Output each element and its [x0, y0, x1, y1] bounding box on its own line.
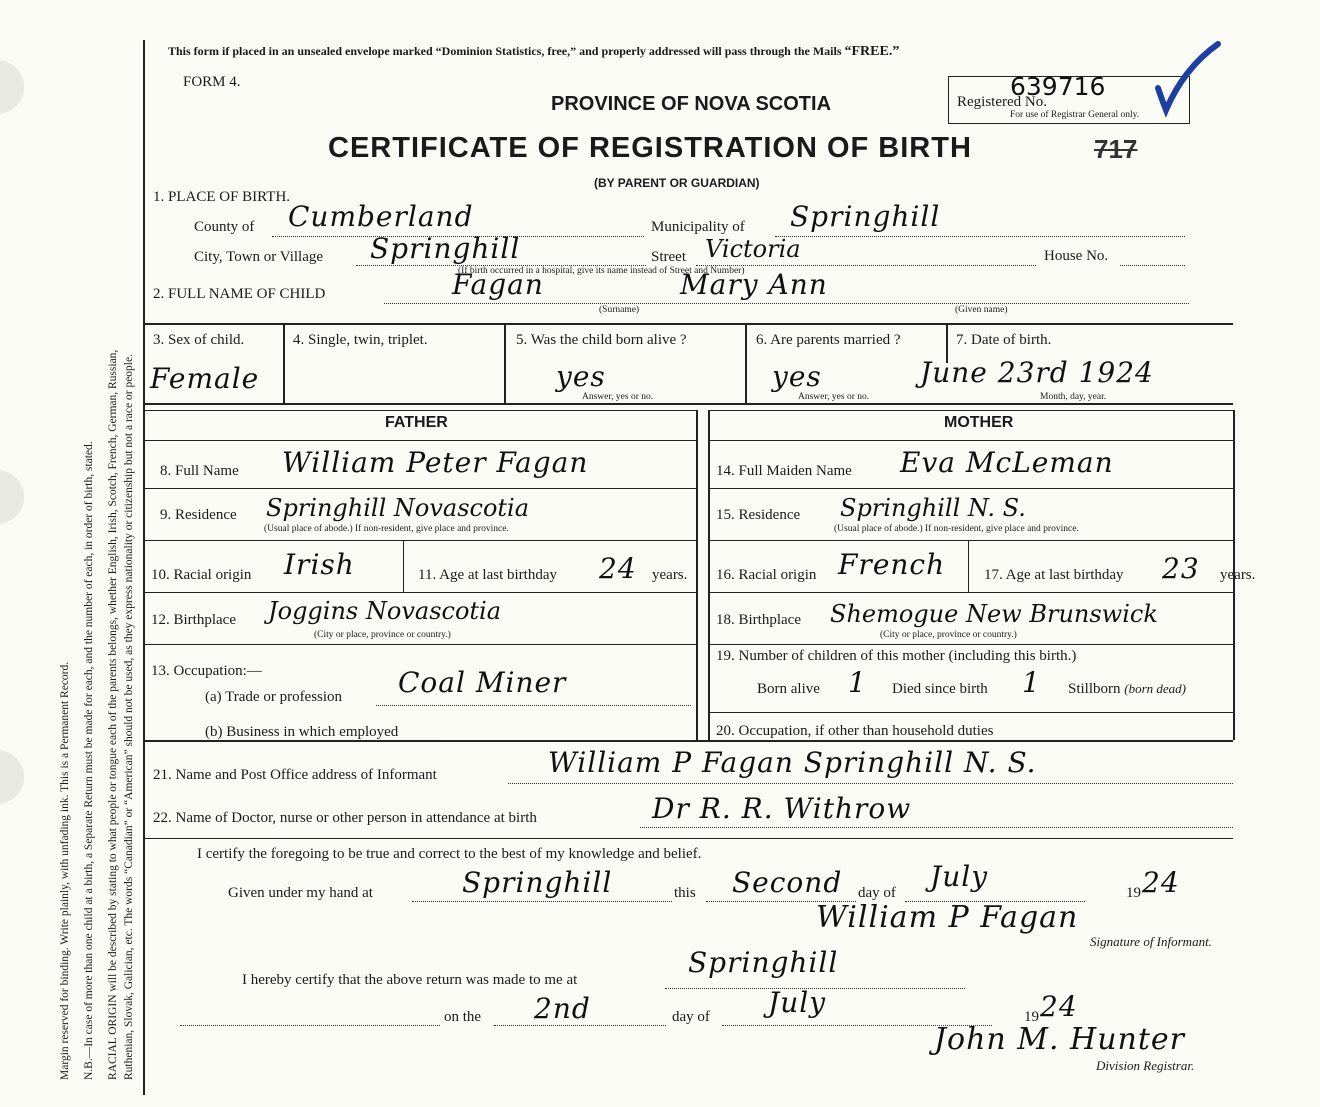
father-name-label: 8. Full Name	[160, 463, 239, 479]
surname-note: (Surname)	[599, 305, 640, 315]
return-place-value: Springhill	[688, 946, 839, 979]
parents-married-label: 6. Are parents married ?	[756, 332, 901, 348]
certificate-subtitle: (BY PARENT OR GUARDIAN)	[594, 176, 760, 190]
mother-residence-label: 15. Residence	[716, 507, 801, 523]
mother-occupation-label: 20. Occupation, if other than household duties	[716, 723, 994, 739]
parents-married-value: yes	[772, 360, 822, 393]
mother-race-label: 16. Racial origin	[716, 567, 817, 583]
municipality-underline	[775, 236, 1185, 237]
father-birthplace-note: (City or place, province or country.)	[314, 630, 451, 640]
informant-underline	[508, 783, 1233, 784]
given-day-value: Second	[732, 866, 843, 899]
given-place-underline	[412, 901, 672, 902]
rule-m-row4	[708, 644, 1235, 645]
died-since-birth-label: Died since birth	[892, 681, 988, 697]
informant-value: William P Fagan Springhill N. S.	[548, 746, 1037, 779]
registrar-general-note: For use of Registrar General only.	[1010, 110, 1140, 120]
house-number-underline	[1120, 265, 1185, 266]
mother-name-label: 14. Full Maiden Name	[716, 463, 852, 479]
father-heading: FATHER	[385, 414, 448, 431]
doctor-value: Dr R. R. Withrow	[652, 792, 912, 825]
municipality-label: Municipality of	[651, 219, 745, 235]
plurality-label: 4. Single, twin, triplet.	[293, 332, 428, 348]
mother-age-label: 17. Age at last birthday	[984, 567, 1124, 583]
child-name-underline	[384, 303, 1189, 304]
father-birthplace-label: 12. Birthplace	[151, 612, 236, 628]
rule-f-race-split	[403, 540, 404, 592]
rule-f-row4	[143, 644, 698, 645]
trade-label: (a) Trade or profession	[205, 689, 343, 705]
registered-label: Registered No.	[957, 94, 1047, 110]
mother-name-value: Eva McLeman	[900, 446, 1114, 479]
return-month-value: July	[768, 986, 827, 1019]
child-given-name: Mary Ann	[680, 268, 828, 301]
rule-m-row1	[708, 488, 1235, 489]
occupation-label: 13. Occupation:—	[151, 663, 262, 679]
given-year-prefix: 19	[1126, 885, 1141, 901]
died-since-birth-value: 1	[1022, 666, 1041, 699]
place-of-birth-label: 1. PLACE OF BIRTH.	[153, 189, 291, 205]
rule-father-box-left	[143, 410, 145, 740]
house-number-label: House No.	[1044, 248, 1109, 264]
on-the-label: on the	[444, 1009, 482, 1025]
punch-hole-bottom	[0, 750, 24, 804]
rule-m-row3	[708, 592, 1235, 593]
rule-f-row3	[143, 592, 698, 593]
rule-mother-top	[708, 410, 1235, 411]
born-alive-count-value: 1	[848, 666, 867, 699]
stillborn-note: (born dead)	[1124, 681, 1187, 696]
rule-row3-top	[143, 323, 1233, 325]
father-name-value: William Peter Fagan	[282, 446, 589, 479]
born-alive-value: yes	[556, 360, 606, 393]
rule-m-race-split	[968, 540, 969, 592]
mother-heading: MOTHER	[944, 414, 1014, 431]
business-label: (b) Business in which employed	[205, 724, 399, 740]
mother-residence-note: (Usual place of abode.) If non-resident, give place and province.	[834, 524, 1079, 534]
father-race-label: 10. Racial origin	[151, 567, 252, 583]
rule-parents-divider-b	[708, 410, 710, 740]
street-underline	[696, 265, 1036, 266]
return-day-underline	[494, 1025, 666, 1026]
return-year-value: 24	[1040, 990, 1078, 1023]
children-count-label: 19. Number of children of this mother (including this birth.)	[716, 648, 1077, 664]
certificate-title: CERTIFICATE OF REGISTRATION OF BIRTH	[328, 132, 972, 164]
mother-race-value: French	[838, 548, 946, 581]
return-year-prefix: 19	[1024, 1009, 1039, 1025]
rule-heading-bottom-m	[708, 440, 1235, 441]
rule-row3-col2	[504, 323, 506, 403]
given-year-value: 24	[1142, 866, 1180, 899]
rule-row3-col3	[745, 323, 747, 403]
title-suffix-struck: 717	[1094, 134, 1138, 164]
rule-row3-col1	[283, 323, 285, 403]
mail-notice-text: This form if placed in an unsealed envelope marked “Dominion Statistics, free,” and properly addressed will pass through the Mails	[168, 44, 842, 58]
born-alive-count-label: Born alive	[757, 681, 820, 697]
margin-racial-origin-note-2: Ruthenian, Slovak, Galician, etc. The words “Canadian” or “American” should not be used, as they express nationality or citizenship but not a race or people.	[123, 354, 135, 1080]
street-label: Street	[651, 249, 686, 265]
mother-birthplace-label: 18. Birthplace	[716, 612, 801, 628]
date-of-birth-value: June 23rd 1924	[920, 356, 1154, 389]
mother-residence-value: Springhill N. S.	[840, 494, 1026, 522]
rule-m-row5	[708, 712, 1235, 713]
father-age-years: years.	[652, 567, 688, 583]
sex-value: Female	[150, 362, 260, 395]
division-registrar-label: Division Registrar.	[1096, 1058, 1195, 1073]
punch-hole-middle	[0, 470, 24, 524]
punch-hole-top	[0, 60, 24, 114]
mail-notice-free: “FREE.”	[844, 44, 900, 59]
given-place-value: Springhill	[462, 866, 613, 899]
father-residence-label: 9. Residence	[160, 507, 237, 523]
hospital-note: (If birth occurred in a hospital, give its name instead of Street and Number)	[458, 266, 745, 276]
doctor-label: 22. Name of Doctor, nurse or other person in attendance at birth	[153, 810, 537, 826]
rule-certify-top	[143, 838, 1233, 839]
rule-parents-top	[143, 403, 1233, 405]
parents-married-note: Answer, yes or no.	[798, 392, 870, 402]
rule-f-row2	[143, 540, 698, 541]
father-age-value: 24	[599, 552, 637, 585]
mail-notice	[168, 44, 899, 60]
father-age-label: 11. Age at last birthday	[418, 567, 557, 583]
child-surname: Fagan	[452, 268, 544, 301]
certify-statement: I certify the foregoing to be true and correct to the best of my knowledge and belief.	[197, 846, 702, 862]
trade-value: Coal Miner	[398, 666, 567, 699]
date-of-birth-label: 7. Date of birth.	[956, 332, 1052, 348]
day-of-label: day of	[858, 885, 896, 901]
rule-heading-bottom-f	[143, 440, 698, 441]
margin-binding-note: Margin reserved for binding. Write plainly, with unfading ink. This is a Permanent Record.	[59, 661, 71, 1080]
check-mark-icon	[1150, 38, 1230, 118]
date-of-birth-note: Month, day, year.	[1040, 392, 1107, 402]
father-birthplace-value: Joggins Novascotia	[268, 597, 502, 625]
signature-informant-label: Signature of Informant.	[1090, 934, 1212, 949]
left-blank-underline	[180, 1025, 440, 1026]
born-alive-label: 5. Was the child born alive ?	[516, 332, 687, 348]
rule-f-row1	[143, 488, 698, 489]
father-race-value: Irish	[284, 548, 355, 581]
given-name-note: (Given name)	[955, 305, 1008, 315]
rule-m-row2	[708, 540, 1235, 541]
rule-father-top	[143, 410, 698, 411]
business-underline	[440, 740, 691, 741]
county-label: County of	[194, 219, 255, 235]
mother-birthplace-value: Shemogue New Brunswick	[830, 600, 1158, 628]
hereby-certify-label: I hereby certify that the above return was made to me at	[242, 972, 578, 988]
form-number: FORM 4.	[183, 74, 241, 90]
stillborn-label	[1068, 681, 1186, 698]
return-day-value: 2nd	[534, 992, 591, 1025]
county-value: Cumberland	[288, 200, 474, 233]
stillborn-label-text: Stillborn	[1068, 681, 1121, 697]
day-of-label-2: day of	[672, 1009, 710, 1025]
province-title: PROVINCE OF NOVA SCOTIA	[551, 93, 832, 115]
city-value: Springhill	[370, 232, 521, 265]
rule-parents-divider-a	[696, 410, 698, 740]
registrar-signature: John M. Hunter	[934, 1022, 1186, 1057]
mother-birthplace-note: (City or place, province or country.)	[880, 630, 1017, 640]
father-residence-note: (Usual place of abode.) If non-resident, give place and province.	[264, 524, 509, 534]
city-label: City, Town or Village	[194, 249, 324, 265]
this-label: this	[674, 885, 696, 901]
trade-underline	[376, 705, 691, 706]
mother-age-value: 23	[1162, 552, 1200, 585]
given-month-value: July	[930, 860, 989, 893]
child-name-label: 2. FULL NAME OF CHILD	[153, 286, 326, 302]
street-value: Victoria	[705, 235, 801, 263]
margin-nb-note: N.B.—In case of more than one child at a birth, a Separate Return must be made for each, and the number of each, in order of birth, stated.	[83, 441, 95, 1080]
municipality-value: Springhill	[790, 200, 941, 233]
born-alive-note: Answer, yes or no.	[582, 392, 654, 402]
father-residence-value: Springhill Novascotia	[266, 494, 530, 522]
margin-racial-origin-note: RACIAL ORIGIN will be described by stating to what people or tongue each of the parents belongs, whether English, Irish, Scotch, French, German, Russian,	[107, 349, 119, 1080]
informant-label: 21. Name and Post Office address of Informant	[153, 767, 437, 783]
registered-number: 639716	[1010, 72, 1106, 101]
given-under-label: Given under my hand at	[228, 885, 373, 901]
sex-label: 3. Sex of child.	[153, 332, 245, 348]
mother-age-years: years.	[1220, 567, 1256, 583]
informant-signature: William P Fagan	[816, 900, 1079, 935]
doctor-underline	[640, 827, 1233, 828]
